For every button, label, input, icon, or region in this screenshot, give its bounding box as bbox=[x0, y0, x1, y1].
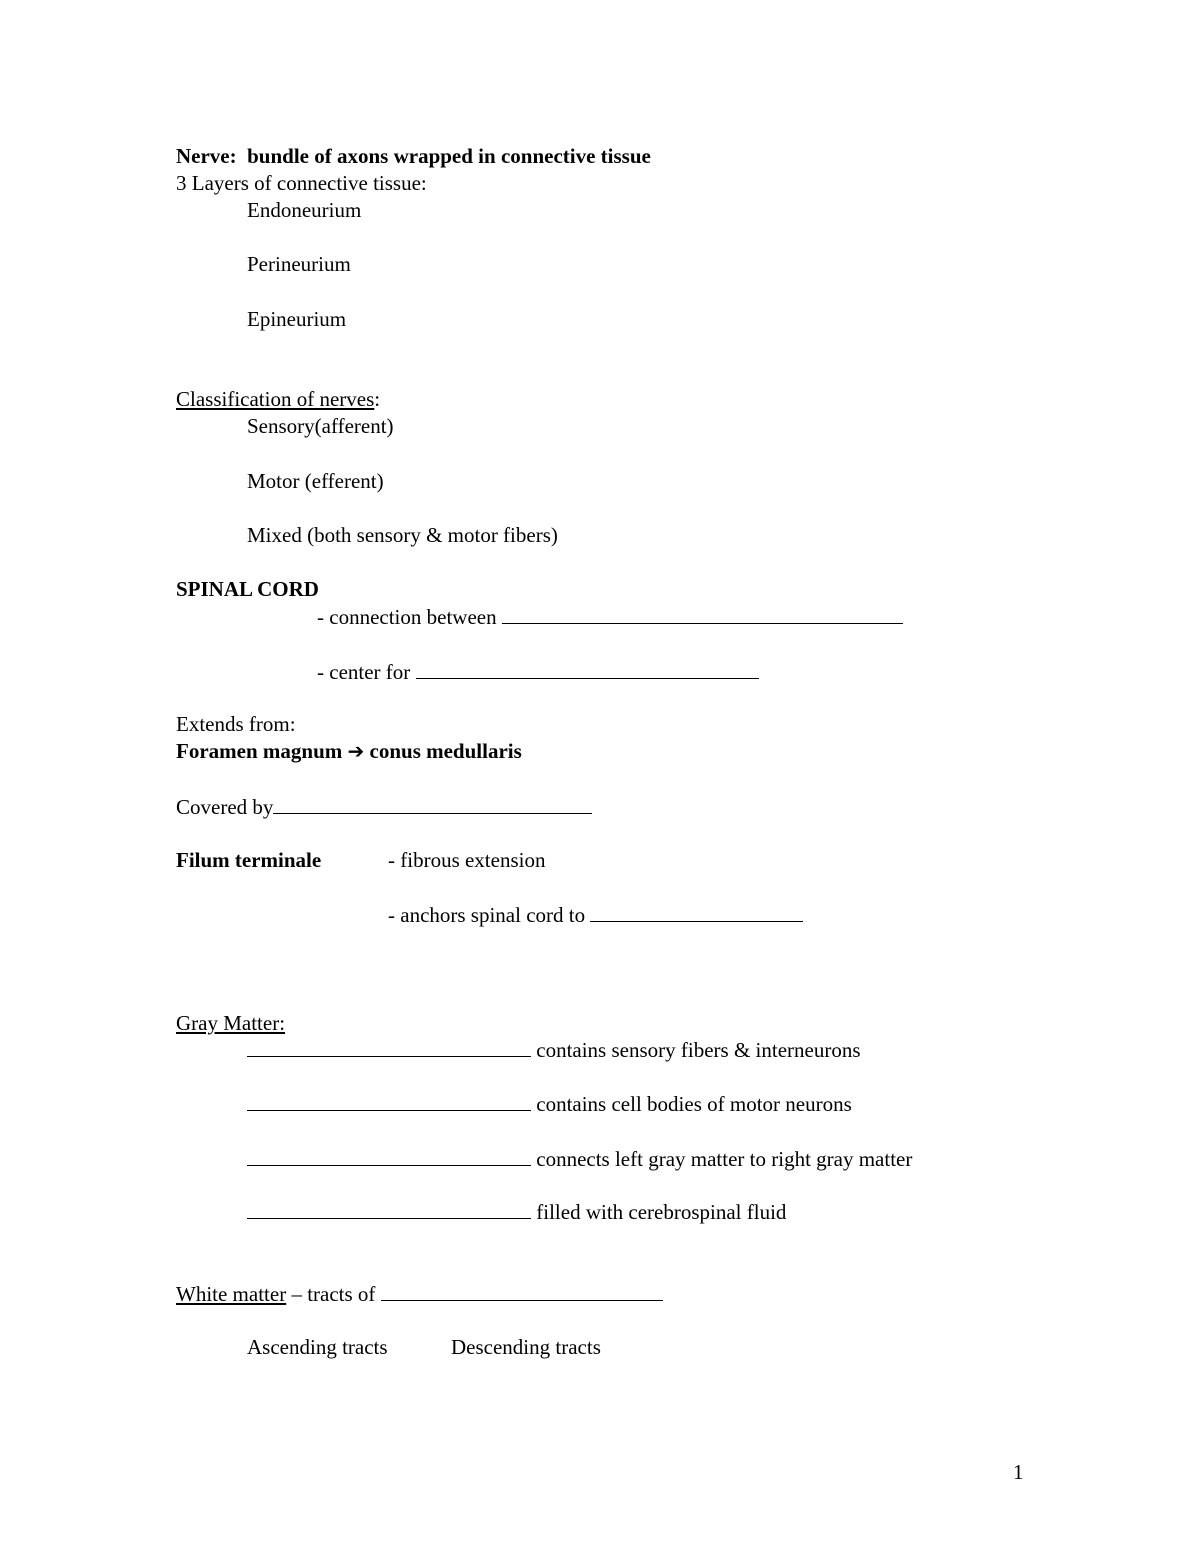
gray-item-3-text: connects left gray matter to right gray matter bbox=[531, 1147, 913, 1171]
classification-heading bbox=[176, 386, 380, 412]
filum-desc-2: - anchors spinal cord to bbox=[388, 903, 591, 927]
classification-colon: : bbox=[374, 387, 381, 411]
nerve-heading: Nerve: bundle of axons wrapped in connective tissue bbox=[176, 144, 651, 168]
filum-desc-1: - fibrous extension bbox=[388, 848, 546, 872]
layers-intro: 3 Layers of connective tissue: bbox=[176, 171, 427, 195]
gray-matter-heading: Gray Matter: bbox=[176, 1011, 286, 1035]
gray-item-1-text: contains sensory fibers & interneurons bbox=[531, 1038, 861, 1062]
class-mixed: Mixed (both sensory & motor fibers) bbox=[247, 523, 558, 547]
right-arrow-icon: ➔ bbox=[347, 739, 365, 763]
covered-by-line bbox=[176, 793, 592, 820]
connection-text: - connection between bbox=[317, 605, 502, 629]
center-line bbox=[317, 658, 759, 685]
class-sensory: Sensory(afferent) bbox=[247, 414, 394, 438]
white-matter-line bbox=[176, 1280, 663, 1307]
layer-epineurium: Epineurium bbox=[247, 307, 347, 331]
gray-item-1 bbox=[247, 1036, 861, 1063]
center-blank[interactable] bbox=[416, 658, 759, 679]
layer-endoneurium: Endoneurium bbox=[247, 198, 362, 222]
extends-end: conus medullaris bbox=[364, 739, 522, 763]
gray-blank-1[interactable] bbox=[247, 1036, 531, 1057]
white-matter-heading: White matter bbox=[176, 1282, 287, 1306]
extends-start: Foramen magnum bbox=[176, 739, 348, 763]
gray-item-3 bbox=[247, 1145, 912, 1172]
covered-by-blank[interactable] bbox=[273, 793, 592, 814]
center-text: - center for bbox=[317, 660, 416, 684]
layer-perineurium: Perineurium bbox=[247, 252, 351, 276]
white-matter-rest: – tracts of bbox=[286, 1282, 381, 1306]
descending-tracts: Descending tracts bbox=[451, 1335, 601, 1359]
gray-blank-2[interactable] bbox=[247, 1090, 531, 1111]
gray-blank-3[interactable] bbox=[247, 1145, 531, 1166]
gray-blank-4[interactable] bbox=[247, 1198, 531, 1219]
connection-line bbox=[317, 603, 903, 630]
extends-line bbox=[176, 738, 522, 764]
connection-blank[interactable] bbox=[502, 603, 903, 624]
anchors-blank[interactable] bbox=[590, 901, 803, 922]
filum-terminale-label: Filum terminale bbox=[176, 848, 322, 872]
tracts-blank[interactable] bbox=[381, 1280, 663, 1301]
classification-heading-text: Classification of nerves bbox=[176, 387, 375, 411]
gray-item-2 bbox=[247, 1090, 852, 1117]
gray-item-4 bbox=[247, 1198, 786, 1225]
ascending-tracts: Ascending tracts bbox=[247, 1335, 388, 1359]
covered-by-text: Covered by bbox=[176, 795, 274, 819]
gray-item-2-text: contains cell bodies of motor neurons bbox=[531, 1092, 852, 1116]
gray-item-4-text: filled with cerebrospinal fluid bbox=[531, 1200, 787, 1224]
class-motor: Motor (efferent) bbox=[247, 469, 384, 493]
filum-desc-2-line bbox=[388, 901, 803, 928]
spinal-cord-heading: SPINAL CORD bbox=[176, 577, 319, 601]
page-number: 1 bbox=[1013, 1460, 1024, 1484]
extends-label: Extends from: bbox=[176, 712, 296, 736]
